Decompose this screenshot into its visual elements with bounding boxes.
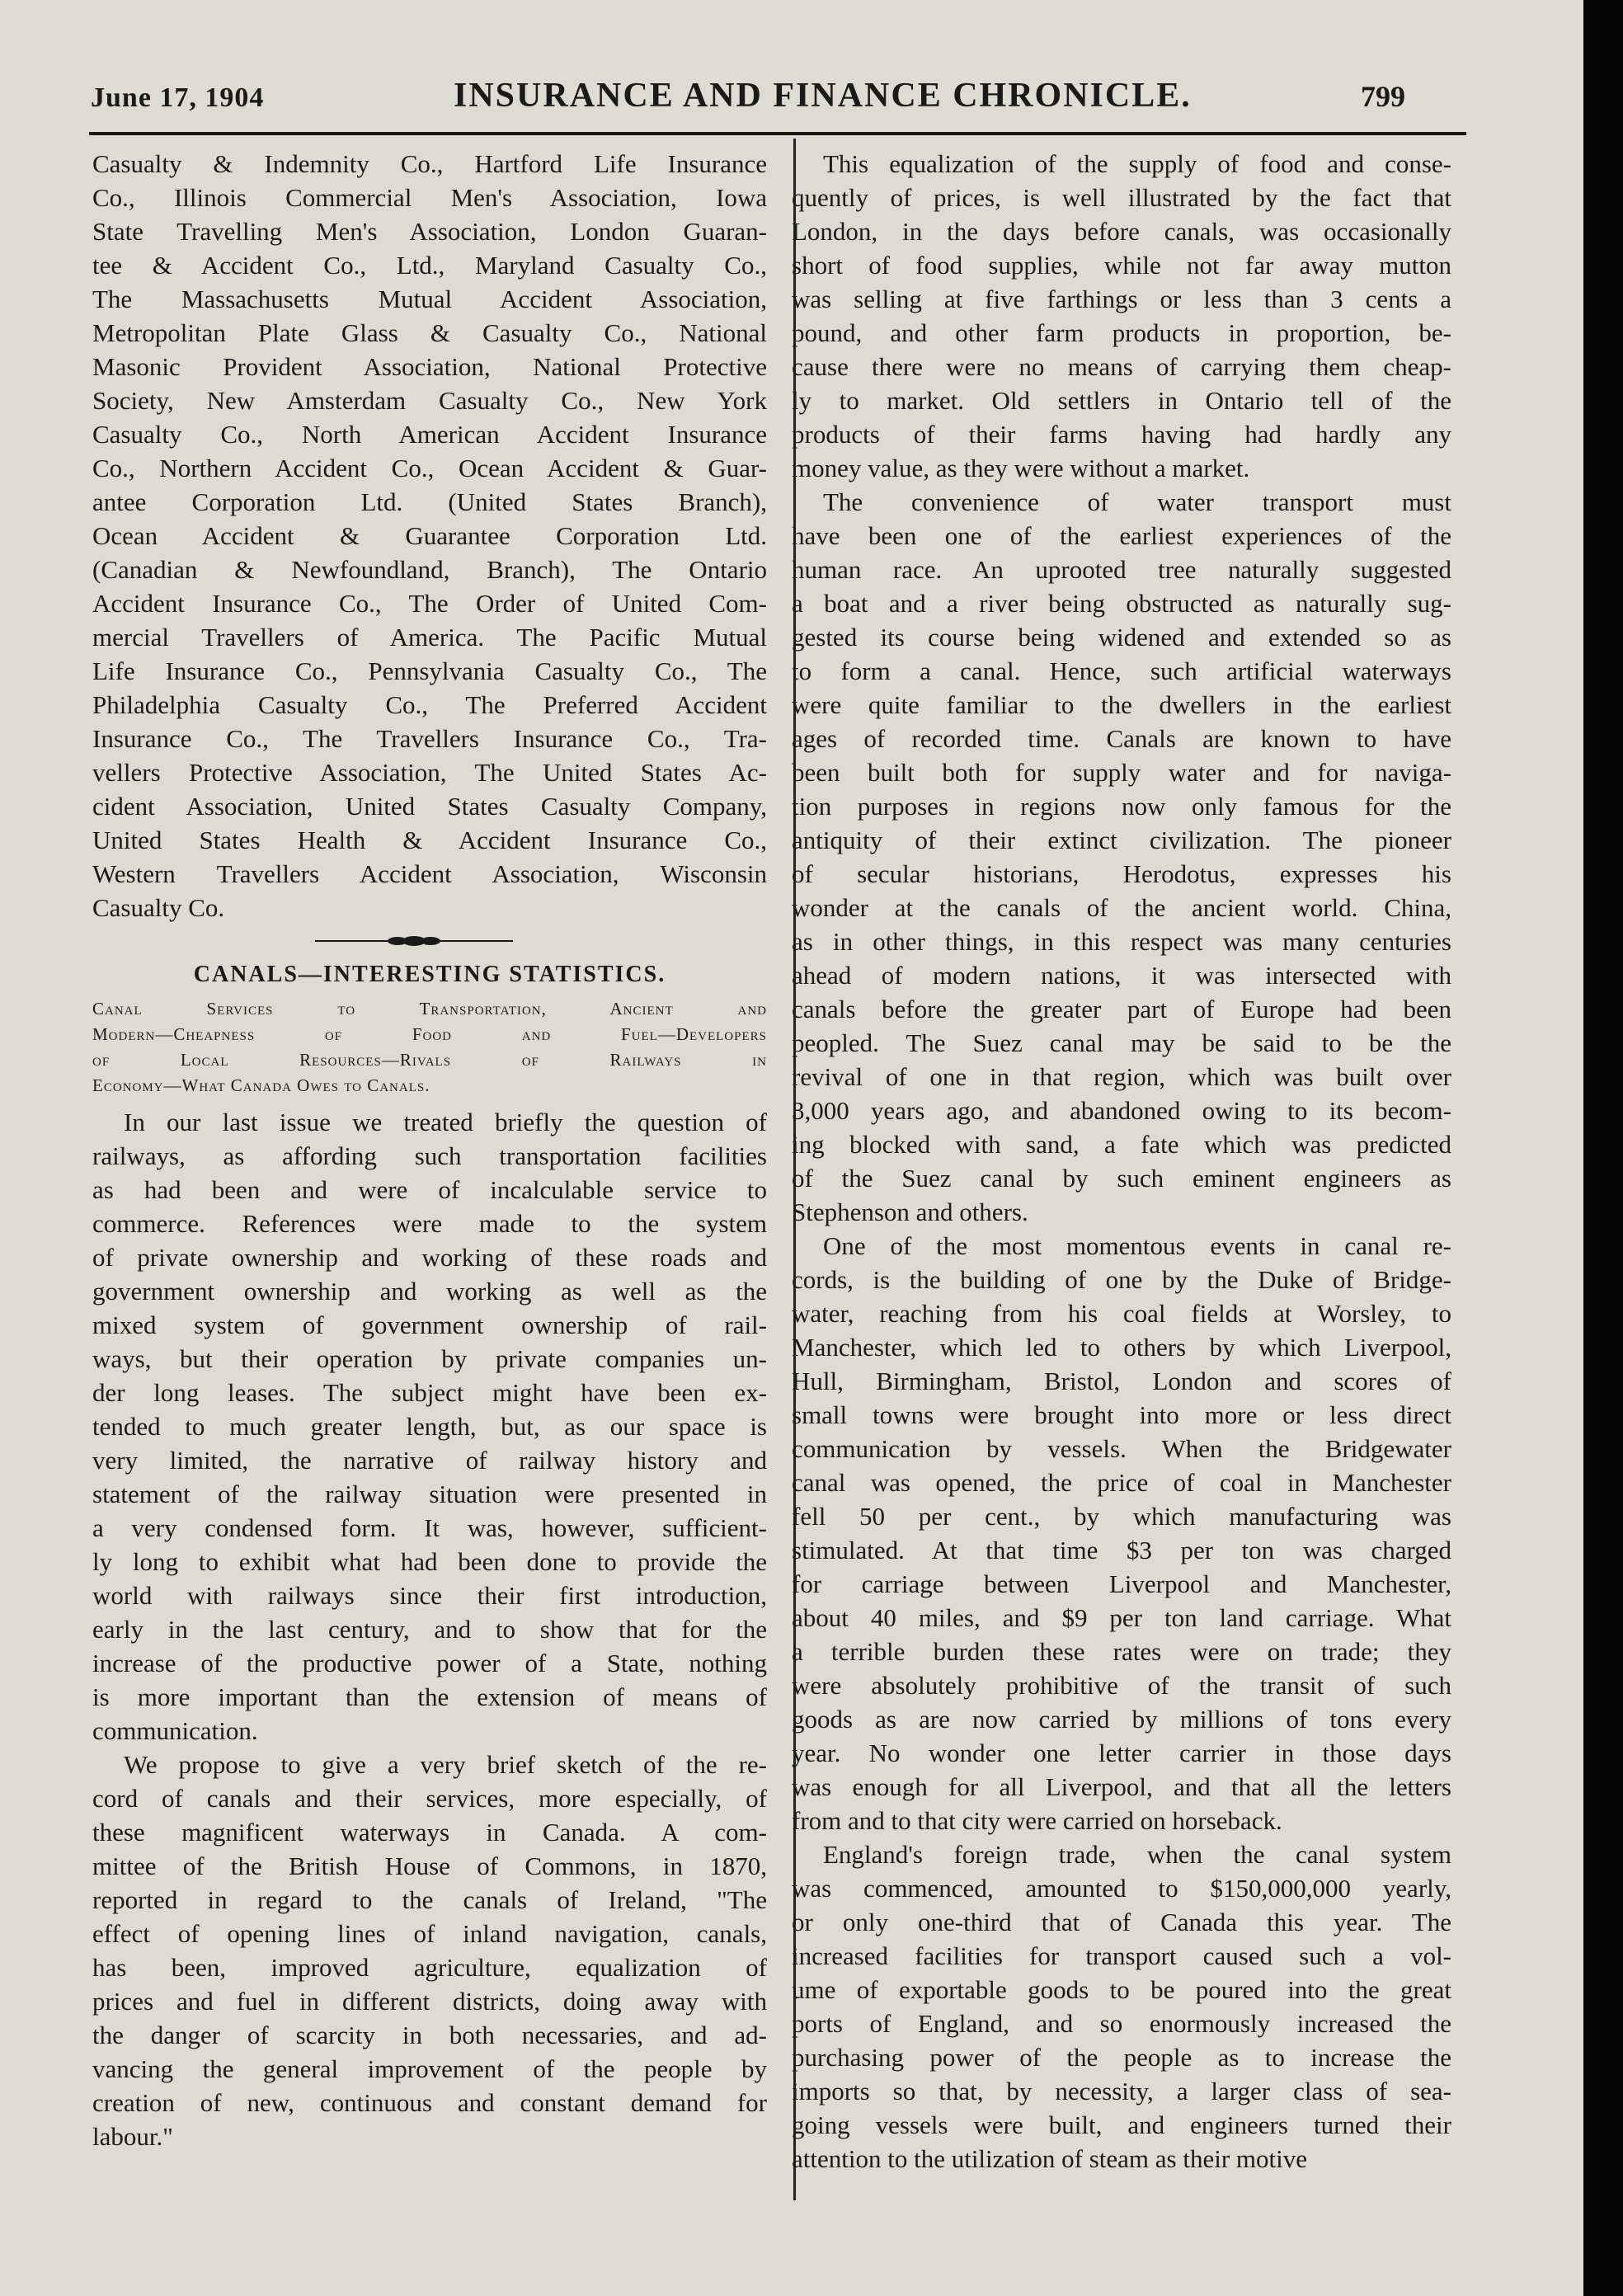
text-line: Life Insurance Co., Pennsylvania Casualty Co., The: [92, 656, 767, 685]
text-line: Masonic Provident Association, National Protective: [92, 352, 767, 381]
text-line: a terrible burden these rates were on trade; they: [792, 1637, 1451, 1666]
text-line: In our last issue we treated briefly the question of: [124, 1108, 767, 1136]
text-line: canal was opened, the price of coal in Manchester: [792, 1468, 1451, 1497]
text-line: The Massachusetts Mutual Accident Association,: [92, 285, 767, 313]
text-line: to form a canal. Hence, such artificial waterways: [792, 656, 1451, 685]
text-line: ly to market. Old settlers in Ontario tell of the: [792, 386, 1451, 415]
text-line: communication.: [92, 1716, 258, 1745]
text-line: Co., Illinois Commercial Men's Association, Iowa: [92, 183, 767, 212]
text-line: been built both for supply water and for naviga-: [792, 758, 1451, 787]
text-line: revival of one in that region, which was built over: [792, 1062, 1451, 1091]
text-line: short of food supplies, while not far away mutton: [792, 251, 1451, 280]
text-line: England's foreign trade, when the canal system: [823, 1840, 1451, 1869]
text-line: cords, is the building of one by the Duke of Bridge-: [792, 1265, 1451, 1294]
text-line: (Canadian & Newfoundland, Branch), The Ontario: [92, 555, 767, 584]
text-line: Co., Northern Accident Co., Ocean Accident & Guar-: [92, 454, 767, 482]
text-line: tion purposes in regions now only famous for the: [792, 792, 1451, 821]
issue-date: June 17, 1904: [91, 82, 265, 113]
text-line: ways, but their operation by private companies un-: [92, 1344, 767, 1373]
text-line: of private ownership and working of these roads and: [92, 1243, 767, 1272]
text-line: ports of England, and so enormously increased the: [792, 2009, 1451, 2038]
text-line: or only one-third that of Canada this year. The: [792, 1908, 1451, 1936]
text-line: 3,000 years ago, and abandoned owing to its becom-: [792, 1096, 1451, 1125]
text-line: tended to much greater length, but, as our space is: [92, 1412, 767, 1441]
text-line: ahead of modern nations, it was intersected with: [792, 961, 1451, 990]
text-line: going vessels were built, and engineers turned their: [792, 2110, 1451, 2139]
company-list: [92, 147, 767, 925]
text-line: reported in regard to the canals of Ireland, "The: [92, 1885, 767, 1914]
text-line: cord of canals and their services, more especially, of: [92, 1784, 767, 1813]
text-line: State Travelling Men's Association, London Guaran-: [92, 217, 767, 246]
text-line: very limited, the narrative of railway history and: [92, 1446, 767, 1475]
text-line: has been, improved agriculture, equalization of: [92, 1953, 767, 1982]
text-line: Canal Services to Transportation, Ancient and: [92, 999, 767, 1019]
text-line: pound, and other farm products in proportion, be-: [792, 318, 1451, 347]
text-line: have been one of the earliest experiences of the: [792, 521, 1451, 550]
text-line: canals before the greater part of Europe had been: [792, 995, 1451, 1023]
text-line: The convenience of water transport must: [823, 487, 1451, 516]
running-header: [91, 76, 1443, 125]
header-rule: [89, 132, 1466, 135]
text-line: Insurance Co., The Travellers Insurance Co., Tra-: [92, 724, 767, 753]
text-line: early in the last century, and to show that for the: [92, 1615, 767, 1644]
text-line: prices and fuel in different districts, doing away with: [92, 1987, 767, 2016]
text-line: vellers Protective Association, The United States Ac-: [92, 758, 767, 787]
text-line: statement of the railway situation were presented in: [92, 1480, 767, 1508]
text-line: these magnificent waterways in Canada. A com-: [92, 1818, 767, 1847]
scan-border: [1583, 0, 1623, 2296]
text-line: ly long to exhibit what had been done to provide the: [92, 1547, 767, 1576]
text-line: of the Suez canal by such eminent engineers as: [792, 1164, 1451, 1193]
text-line: labour.": [92, 2122, 173, 2151]
text-line: Casualty Co., North American Accident Insurance: [92, 420, 767, 449]
text-line: a boat and a river being obstructed as naturally sug-: [792, 589, 1451, 618]
text-line: were quite familiar to the dwellers in the earliest: [792, 690, 1451, 719]
text-line: Philadelphia Casualty Co., The Preferred Accident: [92, 690, 767, 719]
text-line: vancing the general improvement of the people by: [92, 2054, 767, 2083]
article-paragraph-2: [92, 1748, 767, 2153]
text-line: as had been and were of incalculable service to: [92, 1175, 767, 1204]
text-line: purchasing power of the people as to increase the: [792, 2043, 1451, 2072]
text-line: This equalization of the supply of food and conse-: [823, 149, 1451, 178]
text-line: quently of prices, is well illustrated by the fact that: [792, 183, 1451, 212]
text-line: cause there were no means of carrying them cheap-: [792, 352, 1451, 381]
text-line: railways, as affording such transportation facilities: [92, 1141, 767, 1170]
text-line: Manchester, which led to others by which Liverpool,: [792, 1333, 1451, 1362]
text-line: peopled. The Suez canal may be said to be the: [792, 1028, 1451, 1057]
text-line: of secular historians, Herodotus, expresses his: [792, 859, 1451, 888]
text-line: were absolutely prohibitive of the transit of such: [792, 1671, 1451, 1700]
text-line: mittee of the British House of Commons, in 1870,: [92, 1851, 767, 1880]
text-line: as in other things, in this respect was many centuries: [792, 927, 1451, 956]
text-line: was selling at five farthings or less than 3 cents a: [792, 285, 1451, 313]
text-line: cident Association, United States Casualty Company,: [92, 792, 767, 821]
article-paragraph-5: [792, 1229, 1451, 1837]
ornament-icon: [315, 933, 513, 949]
text-line: Western Travellers Accident Association, Wisconsin: [92, 859, 767, 888]
text-line: government ownership and working as well as the: [92, 1277, 767, 1306]
text-line: Metropolitan Plate Glass & Casualty Co., National: [92, 318, 767, 347]
text-line: One of the most momentous events in canal re-: [823, 1231, 1451, 1260]
text-line: products of their farms having had hardly any: [792, 420, 1451, 449]
text-line: fell 50 per cent., by which manufacturing was: [792, 1502, 1451, 1531]
article-paragraph-4: [792, 485, 1451, 1229]
text-line: for carriage between Liverpool and Manchester,: [792, 1569, 1451, 1598]
article-paragraph-6: [792, 1837, 1451, 2176]
text-line: imports so that, by necessity, a larger class of sea-: [792, 2077, 1451, 2105]
text-line: antee Corporation Ltd. (United States Branch),: [92, 487, 767, 516]
text-line: wonder at the canals of the ancient world. China,: [792, 893, 1451, 922]
text-line: Accident Insurance Co., The Order of United Com-: [92, 589, 767, 618]
text-line: mixed system of government ownership of rail-: [92, 1310, 767, 1339]
text-line: ing blocked with sand, a fate which was predicted: [792, 1130, 1451, 1159]
text-line: creation of new, continuous and constant demand for: [92, 2088, 767, 2117]
text-line: Ocean Accident & Guarantee Corporation Ltd.: [92, 521, 767, 550]
text-line: We propose to give a very brief sketch of the re-: [124, 1750, 767, 1779]
article-paragraph-1: [92, 1105, 767, 1748]
text-line: Society, New Amsterdam Casualty Co., New York: [92, 386, 767, 415]
text-line: ages of recorded time. Canals are known to have: [792, 724, 1451, 753]
text-line: United States Health & Accident Insurance Co.,: [92, 826, 767, 854]
section-heading: CANALS—INTERESTING STATISTICS.: [193, 962, 666, 987]
text-line: Hull, Birmingham, Bristol, London and scores of: [792, 1367, 1451, 1395]
text-line: year. No wonder one letter carrier in those days: [792, 1738, 1451, 1767]
text-line: of Local Resources—Rivals of Railways in: [92, 1050, 767, 1070]
text-line: increased facilities for transport caused such a vol-: [792, 1941, 1451, 1970]
text-line: Casualty & Indemnity Co., Hartford Life Insurance: [92, 149, 767, 178]
text-line: was enough for all Liverpool, and that all the letters: [792, 1772, 1451, 1801]
text-line: London, in the days before canals, was occasionally: [792, 217, 1451, 246]
text-line: effect of opening lines of inland navigation, canals,: [92, 1919, 767, 1948]
text-line: the danger of scarcity in both necessaries, and ad-: [92, 2021, 767, 2049]
text-line: stimulated. At that time $3 per ton was charged: [792, 1536, 1451, 1564]
publication-title: INSURANCE AND FINANCE CHRONICLE.: [454, 77, 1192, 115]
text-line: small towns were brought into more or less direct: [792, 1400, 1451, 1429]
text-line: antiquity of their extinct civilization. The pioneer: [792, 826, 1451, 854]
text-line: commerce. References were made to the system: [92, 1209, 767, 1238]
article-deck: [92, 996, 767, 1099]
page-number: 799: [1361, 80, 1405, 113]
text-line: ume of exportable goods to be poured into the great: [792, 1975, 1451, 2004]
text-line: Casualty Co.: [92, 893, 225, 922]
text-line: gested its course being widened and extended so as: [792, 623, 1451, 652]
text-line: der long leases. The subject might have been ex-: [92, 1378, 767, 1407]
text-line: communication by vessels. When the Bridgewater: [792, 1434, 1451, 1463]
text-line: is more important than the extension of means of: [92, 1682, 767, 1711]
text-line: money value, as they were without a market.: [792, 454, 1250, 482]
text-line: mercial Travellers of America. The Pacific Mutual: [92, 623, 767, 652]
text-line: Stephenson and others.: [792, 1197, 1028, 1226]
text-line: water, reaching from his coal fields at Worsley, to: [792, 1299, 1451, 1328]
text-line: world with railways since their first introduction,: [92, 1581, 767, 1610]
text-line: a very condensed form. It was, however, sufficient-: [92, 1513, 767, 1542]
text-line: Economy—What Canada Owes to Canals.: [92, 1075, 430, 1095]
article-paragraph-3: [792, 147, 1451, 485]
left-column: [92, 147, 767, 2153]
text-line: Modern—Cheapness of Food and Fuel—Developers: [92, 1024, 767, 1044]
text-line: was commenced, amounted to $150,000,000 yearly,: [792, 1874, 1451, 1903]
text-line: human race. An uprooted tree naturally suggested: [792, 555, 1451, 584]
right-column: [792, 147, 1451, 2176]
text-line: goods as are now carried by millions of tons every: [792, 1705, 1451, 1734]
text-line: increase of the productive power of a State, nothing: [92, 1649, 767, 1677]
text-line: about 40 miles, and $9 per ton land carriage. What: [792, 1603, 1451, 1632]
text-line: tee & Accident Co., Ltd., Maryland Casualty Co.,: [92, 251, 767, 280]
ornamental-divider: [92, 925, 767, 957]
text-line: attention to the utilization of steam as their motive: [792, 2144, 1308, 2173]
text-line: from and to that city were carried on horseback.: [792, 1806, 1282, 1835]
